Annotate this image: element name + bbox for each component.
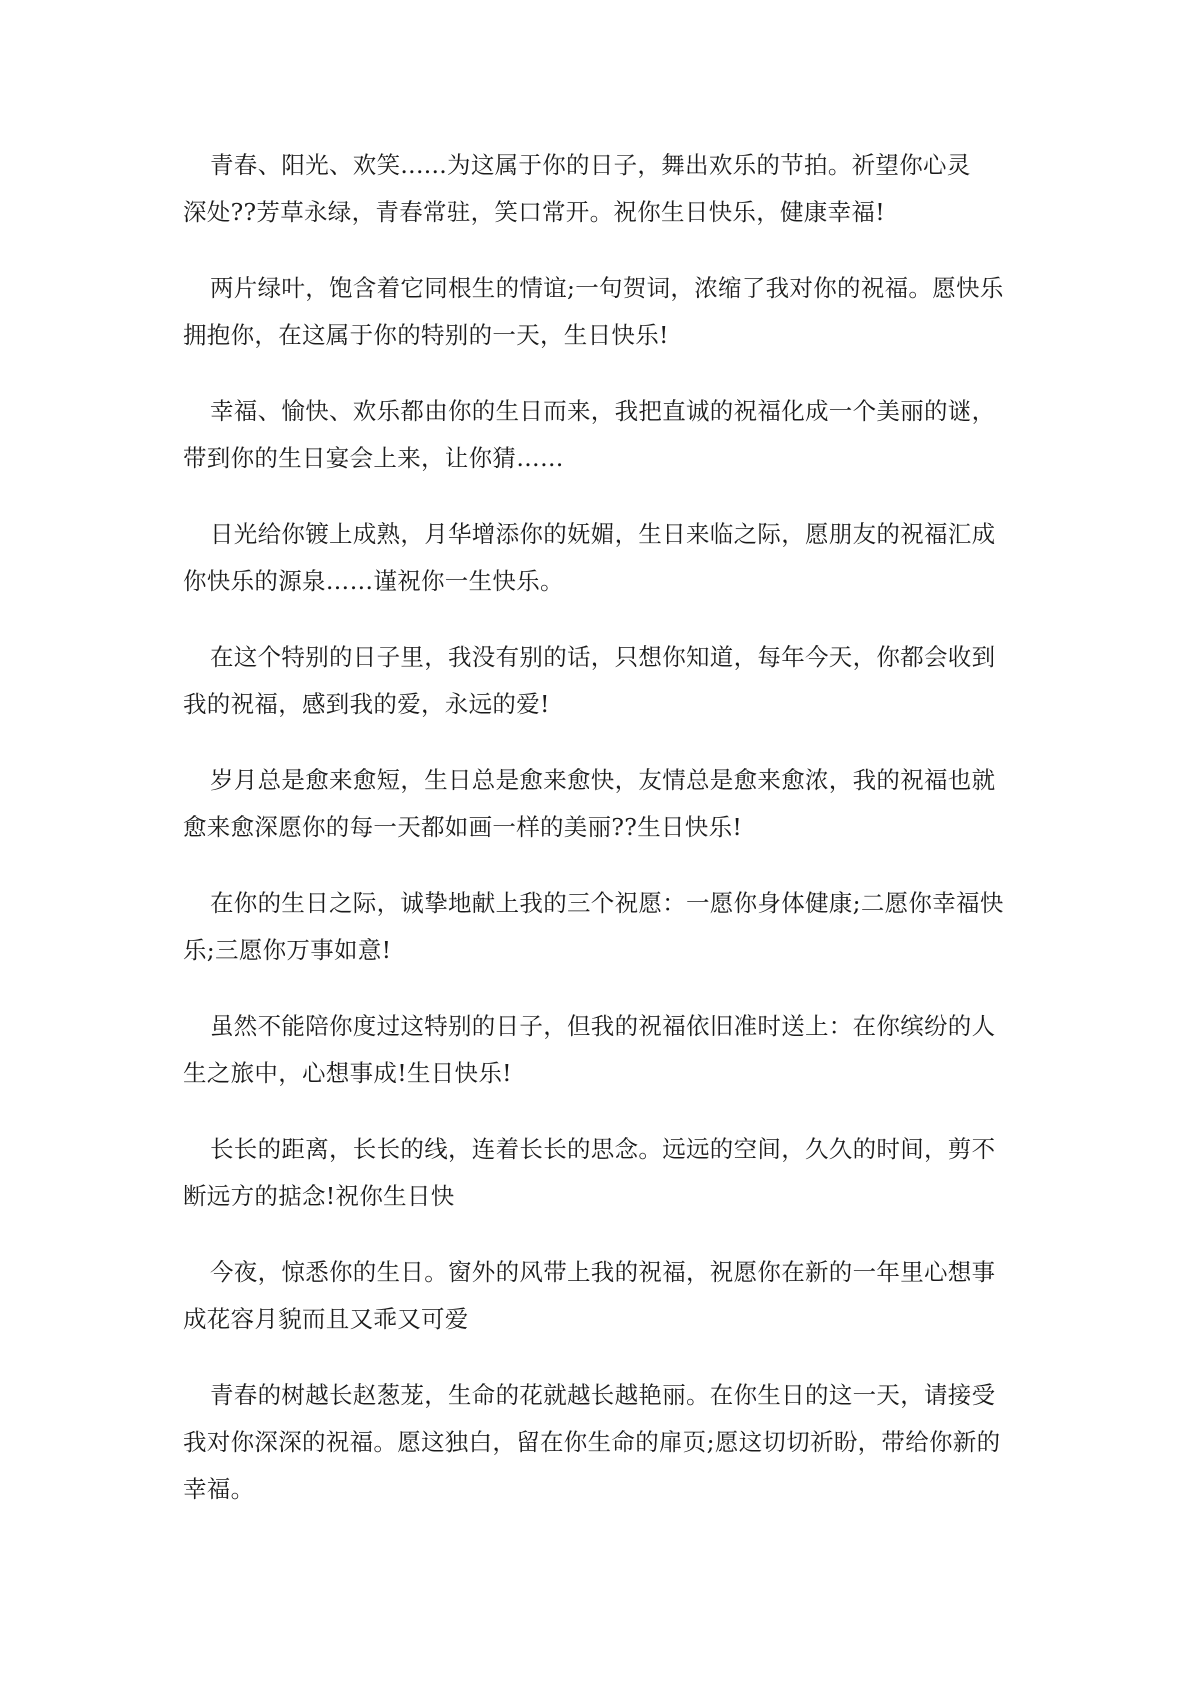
paragraph: 青春、阳光、欢笑......为这属于你的日子，舞出欢乐的节拍。祈望你心灵 深处??芳草永绿，青春常驻，笑口常开。祝你生日快乐，健康幸福! [183, 151, 971, 226]
paragraph: 幸福、愉快、欢乐都由你的生日而来，我把直诚的祝福化成一个美丽的谜， 带到你的生日宴会上来，让你猜…… [183, 397, 996, 472]
paragraph: 今夜，惊悉你的生日。窗外的风带上我的祝福，祝愿你在新的一年里心想事 成花容月貌而且又乖又可爱 [183, 1258, 996, 1333]
paragraph: 日光给你镀上成熟，月华增添你的妩媚，生日来临之际，愿朋友的祝福汇成 你快乐的源泉……谨祝你一生快乐。 [183, 520, 996, 595]
paragraph: 在你的生日之际，诚挚地献上我的三个祝愿：一愿你身体健康;二愿你幸福快 乐;三愿你万事如意! [183, 889, 1004, 964]
paragraph: 虽然不能陪你度过这特别的日子，但我的祝福依旧准时送上：在你缤纷的人 生之旅中，心想事成!生日快乐! [183, 1012, 996, 1087]
paragraph: 在这个特别的日子里，我没有别的话，只想你知道，每年今天，你都会收到 我的祝福，感到我的爱，永远的爱! [183, 643, 996, 718]
paragraph: 两片绿叶，饱含着它同根生的情谊;一句贺词，浓缩了我对你的祝福。愿快乐 拥抱你，在这属于你的特别的一天，生日快乐! [183, 274, 1004, 349]
paragraph: 青春的树越长赵葱茏，生命的花就越长越艳丽。在你生日的这一天，请接受 我对你深深的祝福。愿这独白，留在你生命的扉页;愿这切切祈盼，带给你新的 幸福。 [183, 1381, 1001, 1503]
paragraph: 岁月总是愈来愈短，生日总是愈来愈快，友情总是愈来愈浓，我的祝福也就 愈来愈深愿你的每一天都如画一样的美丽??生日快乐! [183, 766, 996, 841]
paragraph: 长长的距离，长长的线，连着长长的思念。远远的空间，久久的时间，剪不 断远方的掂念!祝你生日快 [183, 1135, 996, 1210]
document-body [183, 142, 1023, 1542]
